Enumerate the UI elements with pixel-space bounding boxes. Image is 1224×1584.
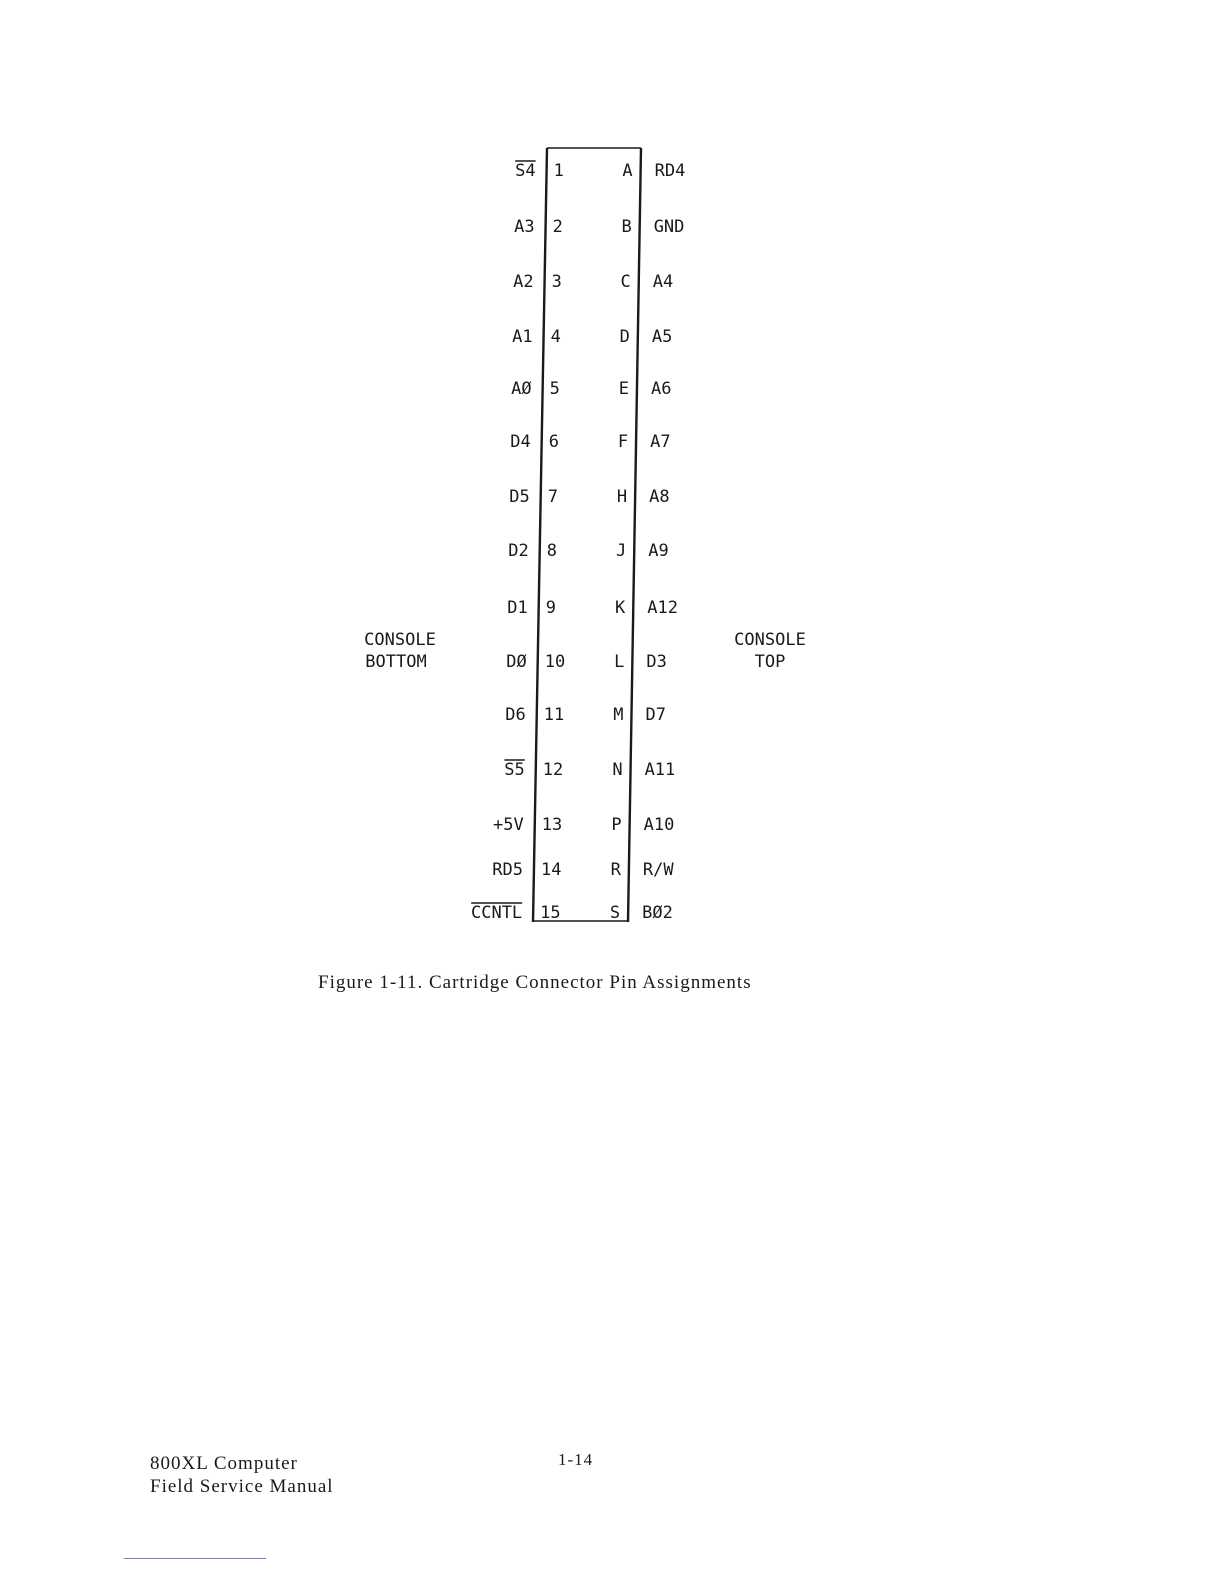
- pin-A-right-signal: RD4: [654, 161, 686, 181]
- pin-E-right-signal: A6: [650, 379, 672, 399]
- pin-11-left-signal: D6: [505, 705, 526, 725]
- pin-number-5: 5: [549, 379, 560, 399]
- console-top-label-line1: CONSOLE: [734, 630, 806, 650]
- pin-number-11: 11: [543, 705, 565, 725]
- footer-line-2: Field Service Manual: [150, 1476, 334, 1497]
- pin-letter-N: N: [612, 760, 623, 780]
- pin-15-left-signal: CCNTL: [470, 903, 523, 923]
- pin-number-3: 3: [551, 272, 562, 292]
- pin-10-left-signal: DØ: [506, 652, 527, 672]
- pin-letter-K: K: [615, 598, 626, 618]
- pin-letter-C: C: [620, 272, 631, 292]
- pin-number-1: 1: [553, 161, 564, 181]
- pin-1-left-signal: S4: [515, 161, 536, 181]
- pin-7-left-signal: D5: [509, 487, 530, 507]
- pin-12-left-signal: S5: [504, 760, 525, 780]
- pin-number-12: 12: [542, 760, 564, 780]
- console-top-label-line2: TOP: [754, 652, 786, 672]
- figure-caption: Figure 1-11. Cartridge Connector Pin Assignments: [318, 972, 752, 993]
- pin-rows: [471, 161, 685, 923]
- pin-9-left-signal: D1: [507, 598, 528, 618]
- pin-C-right-signal: A4: [652, 272, 674, 292]
- pin-D-right-signal: A5: [651, 327, 673, 347]
- pin-6-left-signal: D4: [510, 432, 531, 452]
- pin-number-13: 13: [541, 815, 563, 835]
- pin-number-10: 10: [544, 652, 566, 672]
- page-number: 1-14: [558, 1450, 594, 1469]
- pin-13-left-signal: +5V: [493, 815, 524, 835]
- pin-4-left-signal: A1: [512, 327, 533, 347]
- pin-L-right-signal: D3: [646, 652, 667, 672]
- footer-line-1: 800XL Computer: [150, 1453, 298, 1474]
- pin-letter-S: S: [609, 903, 621, 923]
- pin-R-right-signal: R/W: [642, 860, 674, 880]
- pin-letter-H: H: [616, 487, 628, 507]
- footer-manual-title: [150, 1452, 334, 1498]
- pin-3-left-signal: A2: [513, 272, 534, 292]
- pin-number-14: 14: [540, 860, 562, 880]
- pin-letter-P: P: [611, 815, 622, 835]
- pin-number-8: 8: [546, 541, 557, 561]
- pin-letter-L: L: [614, 652, 625, 672]
- pin-letter-J: J: [615, 541, 627, 561]
- pin-2-left-signal: A3: [514, 217, 535, 237]
- pin-8-left-signal: D2: [508, 541, 529, 561]
- pin-N-right-signal: A11: [644, 760, 676, 780]
- pin-letter-E: E: [618, 379, 629, 399]
- pin-letter-M: M: [613, 705, 624, 725]
- pin-number-9: 9: [545, 598, 556, 618]
- pin-J-right-signal: A9: [648, 541, 669, 561]
- pin-5-left-signal: AØ: [511, 379, 532, 399]
- pin-K-right-signal: A12: [647, 598, 679, 618]
- connector-left-edge: [533, 148, 547, 922]
- console-bottom-label-line1: CONSOLE: [364, 630, 436, 650]
- pin-S-right-signal: BØ2: [642, 903, 673, 923]
- console-bottom-label-line2: BOTTOM: [365, 652, 427, 672]
- pin-M-right-signal: D7: [645, 705, 666, 725]
- pin-letter-B: B: [621, 217, 632, 237]
- connector-right-edge: [628, 148, 641, 922]
- pin-number-4: 4: [550, 327, 561, 347]
- pin-letter-A: A: [622, 161, 633, 181]
- pin-F-right-signal: A7: [650, 432, 671, 452]
- pin-number-15: 15: [540, 903, 561, 923]
- pin-H-right-signal: A8: [649, 487, 670, 507]
- pin-number-2: 2: [552, 217, 563, 237]
- pin-P-right-signal: A10: [643, 815, 675, 835]
- pin-B-right-signal: GND: [653, 217, 685, 237]
- pin-14-left-signal: RD5: [492, 860, 523, 880]
- pin-number-6: 6: [548, 432, 559, 452]
- pin-number-7: 7: [547, 487, 558, 507]
- pin-letter-F: F: [617, 432, 629, 452]
- pin-letter-D: D: [619, 327, 630, 347]
- pin-letter-R: R: [610, 860, 621, 880]
- bottom-rule: [124, 1558, 266, 1559]
